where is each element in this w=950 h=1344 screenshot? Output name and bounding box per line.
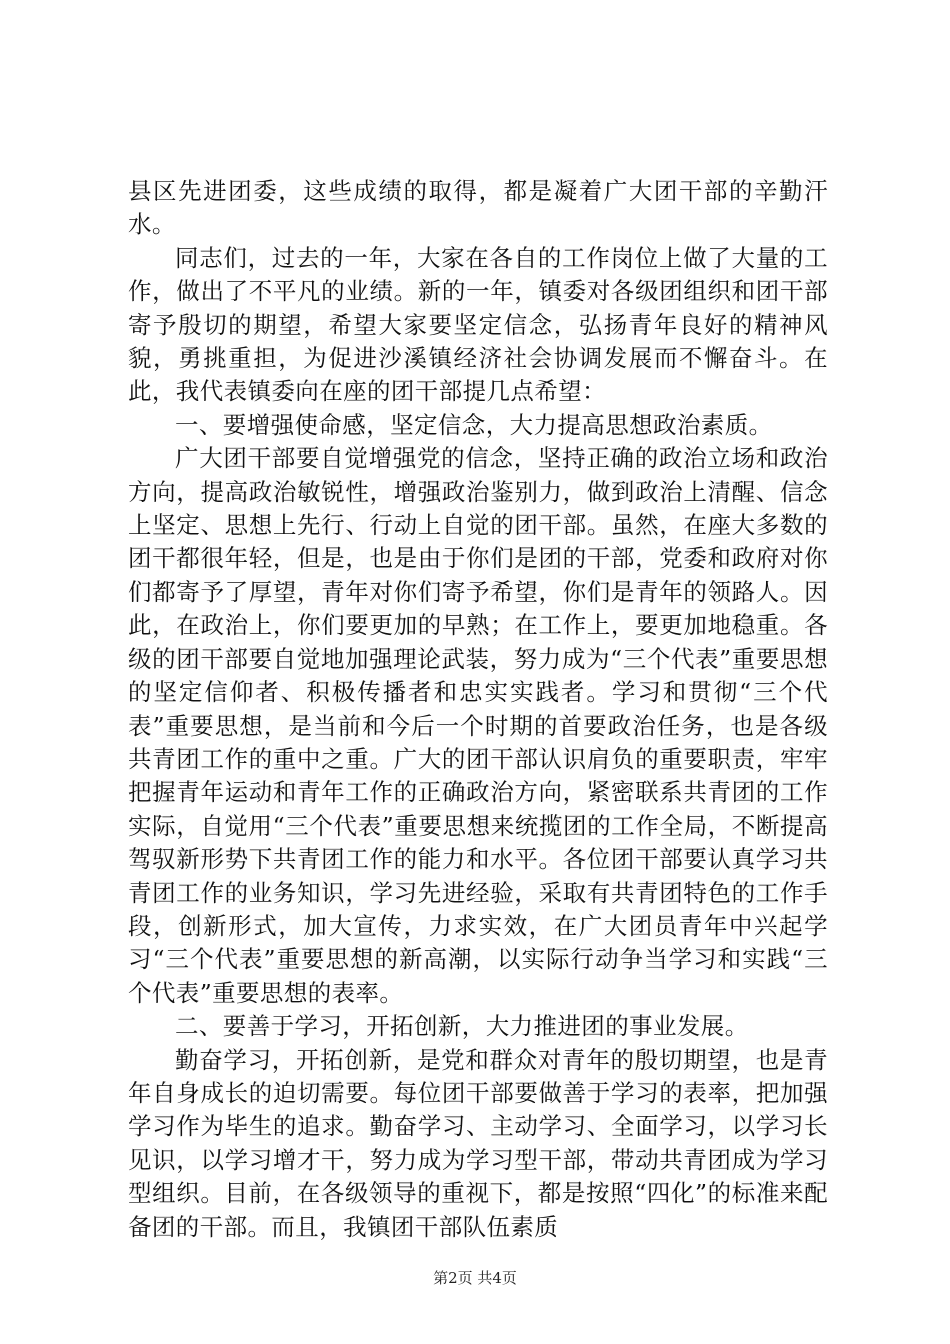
section-heading-1: 一、要增强使命感，坚定信念，大力提高思想政治素质。 (175, 410, 773, 439)
page-number-label: 第2页 共4页 (433, 1269, 517, 1287)
paragraph-1: 县区先进团委，这些成绩的取得，都是凝着广大团干部的辛勤汗水。 (128, 177, 828, 239)
page-footer (0, 1268, 950, 1288)
paragraph-4: 勤奋学习，开拓创新，是党和群众对青年的殷切期望，也是青年自身成长的迫切需要。每位团干部要做善于学习的表率，把加强学习作为毕生的追求。勤奋学习、主动学习、全面学习，以学习长见识，以学习增才干，努力成为学习型干部，带动共青团成为学习型组织。目前，在各级领导的重视下，都是按照“四化”的标准来配备团的干部。而且，我镇团干部队伍素质 (128, 1045, 828, 1241)
section-heading-2: 二、要善于学习，开拓创新，大力推进团的事业发展。 (175, 1012, 749, 1041)
paragraph-2: 同志们，过去的一年，大家在各自的工作岗位上做了大量的工作，做出了不平凡的业绩。新的一年，镇委对各级团组织和团干部寄予殷切的期望，希望大家要坚定信念，弘扬青年良好的精神风貌，勇挑重担，为促进沙溪镇经济社会协调发展而不懈奋斗。在此，我代表镇委向在座的团干部提几点希望： (128, 243, 828, 406)
paragraph-3: 广大团干部要自觉增强党的信念，坚持正确的政治立场和政治方向，提高政治敏锐性，增强政治鉴别力，做到政治上清醒、信念上坚定、思想上先行、行动上自觉的团干部。虽然，在座大多数的团干都很年轻，但是，也是由于你们是团的干部，党委和政府对你们都寄予了厚望，青年对你们寄予希望，你们是青年的领路人。因此，在政治上，你们要更加的早熟；在工作上，要更加地稳重。各级的团干部要自觉地加强理论武装，努力成为“三个代表”重要思想的坚定信仰者、积极传播者和忠实实践者。学习和贯彻“三个代表”重要思想，是当前和今后一个时期的首要政治任务，也是各级共青团工作的重中之重。广大的团干部认识肩负的重要职责，牢牢把握青年运动和青年工作的正确政治方向，紧密联系共青团的工作实际，自觉用“三个代表”重要思想来统揽团的工作全局，不断提高驾驭新形势下共青团工作的能力和水平。各位团干部要认真学习共青团工作的业务知识，学习先进经验，采取有共青团特色的工作手段，创新形式，加大宣传，力求实效，在广大团员青年中兴起学习“三个代表”重要思想的新高潮，以实际行动争当学习和实践“三个代表”重要思想的表率。 (128, 444, 828, 1007)
document-body (128, 175, 828, 1244)
